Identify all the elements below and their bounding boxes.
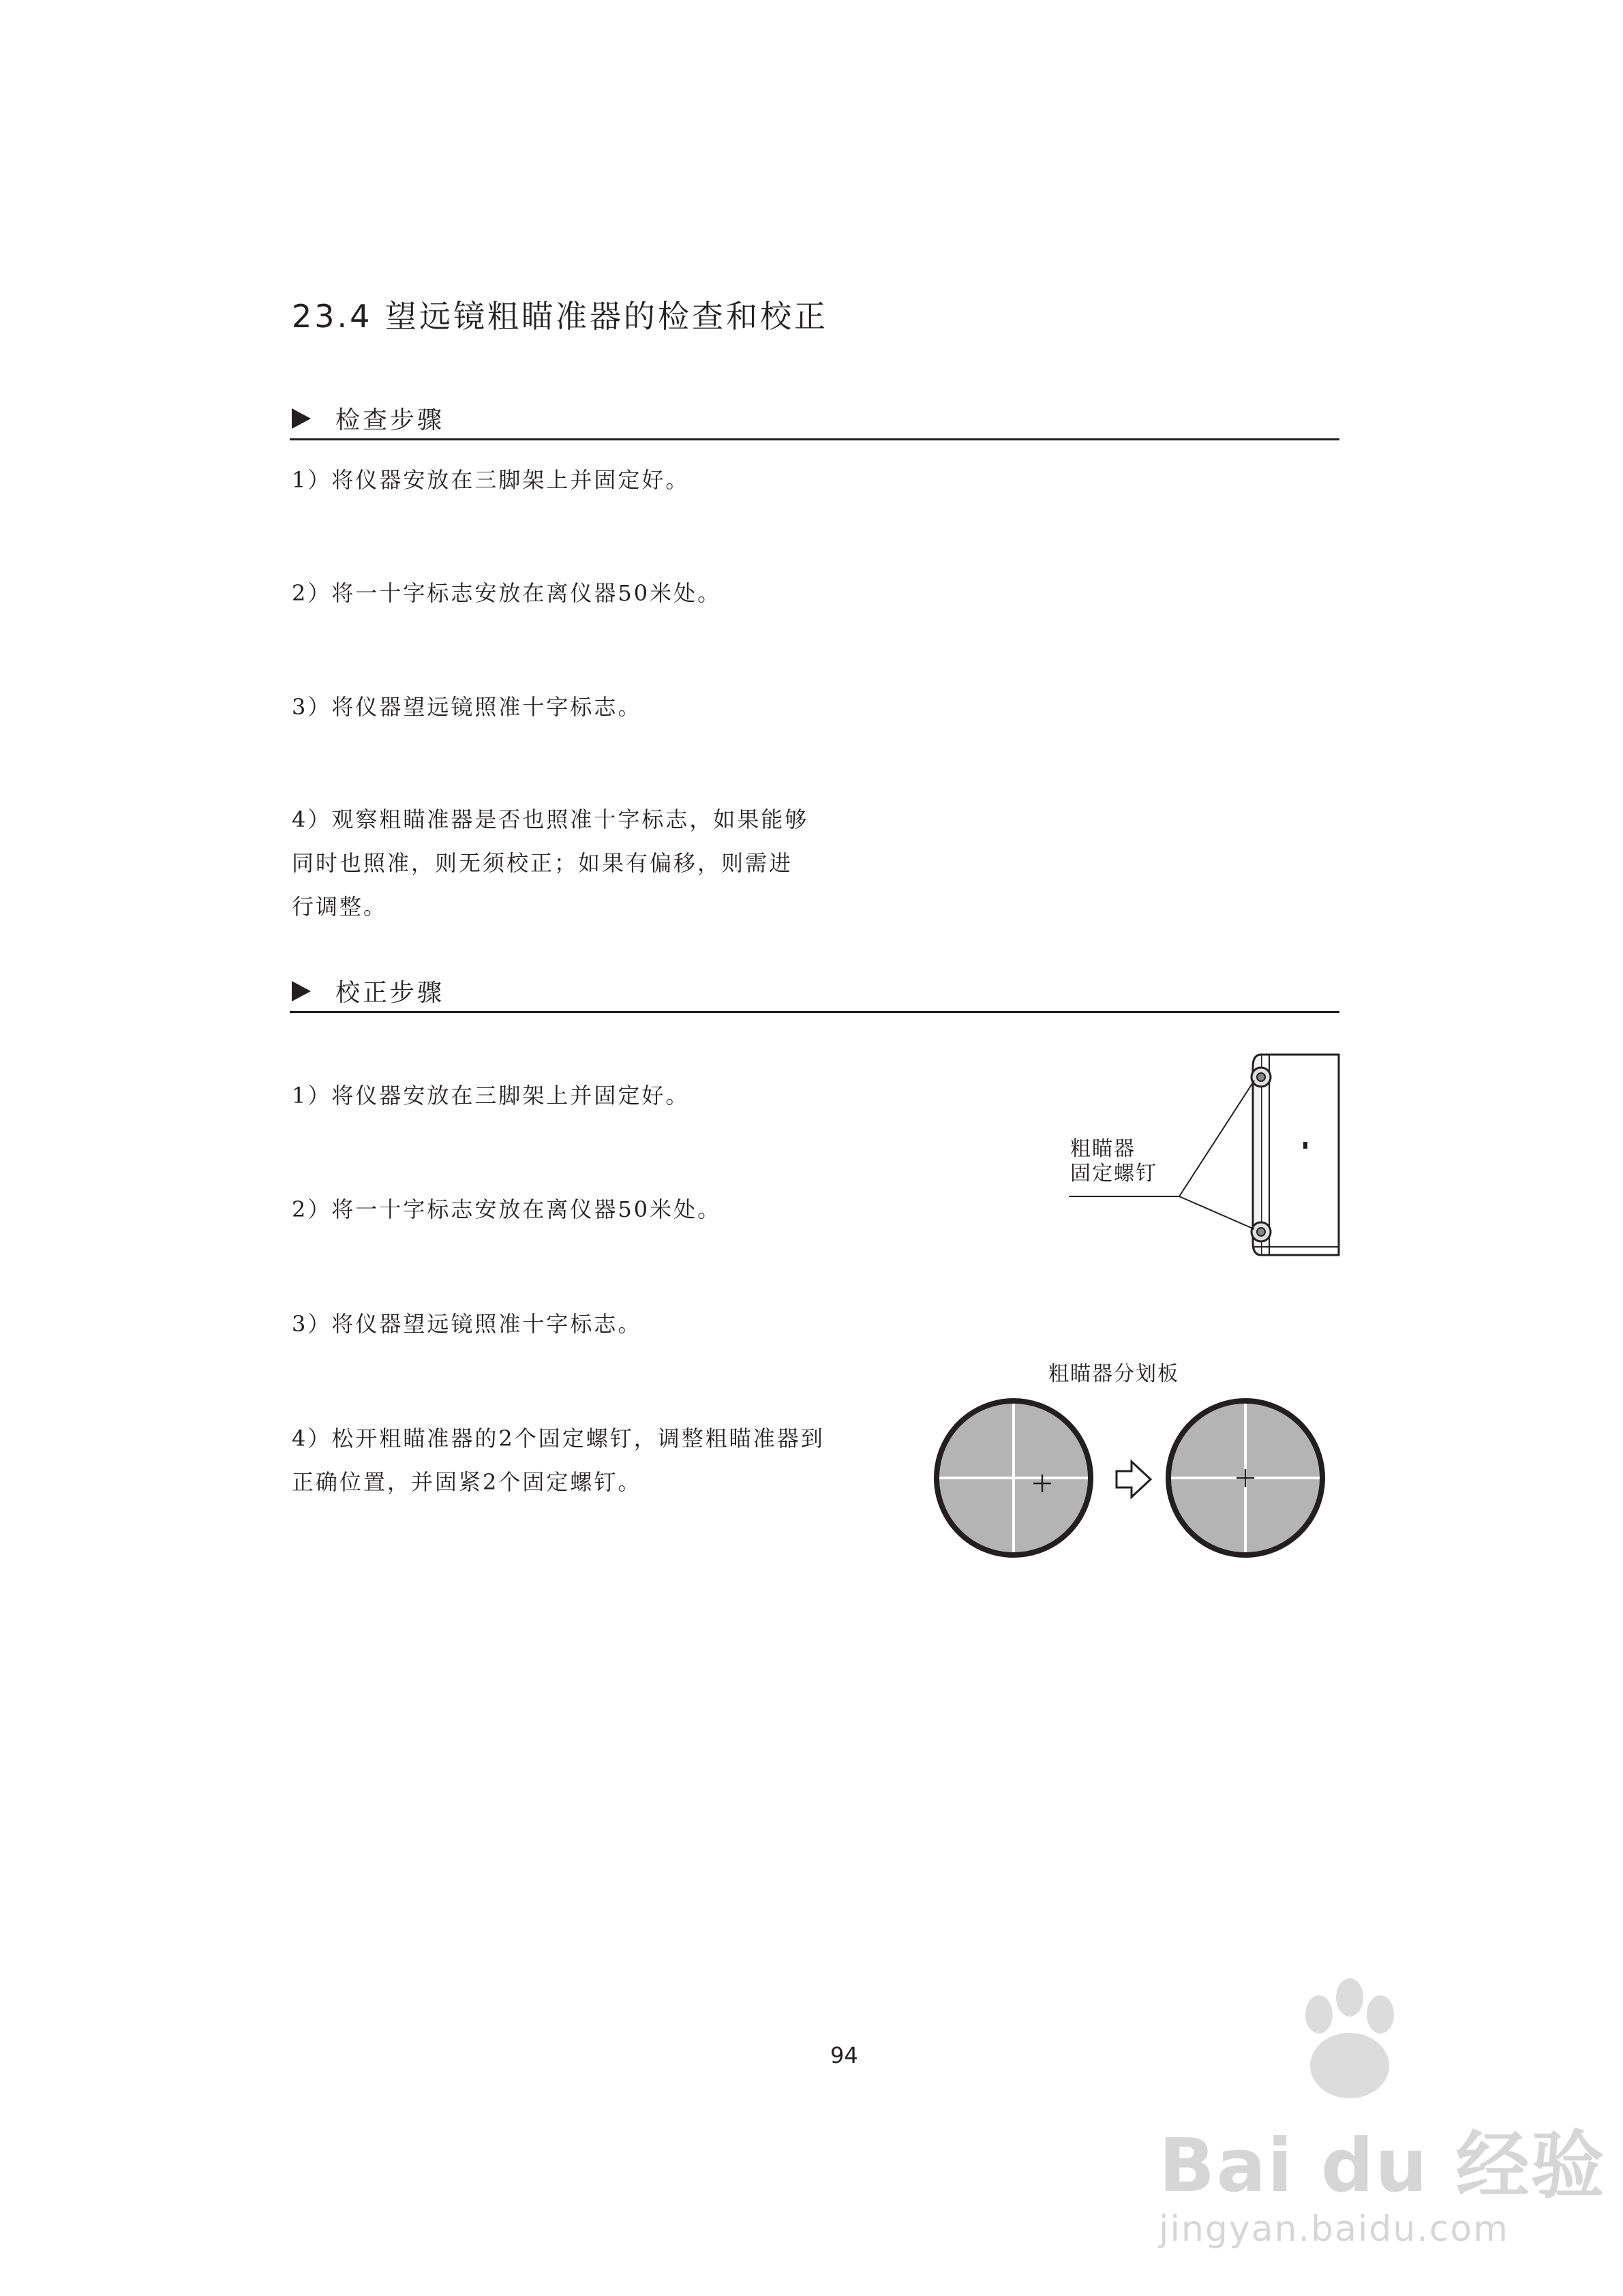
triangle-bullet-icon xyxy=(292,408,311,429)
triangle-bullet-icon xyxy=(292,981,311,1001)
section-rule xyxy=(290,438,1339,440)
watermark-brand: Bai du 经验 xyxy=(1159,2124,1606,2209)
reticle-caption: 粗瞄器分划板 xyxy=(1048,1362,1179,1386)
correct-step-3: 3）将仪器望远镜照准十字标志。 xyxy=(292,1311,642,1337)
paw-logo-icon xyxy=(1288,1977,1411,2106)
section-heading-check xyxy=(292,401,444,436)
reticle-aligned xyxy=(1168,1401,1322,1555)
check-step-4-line2: 同时也照准，则无须校正；如果有偏移，则需进 xyxy=(292,850,793,876)
screw-label-line1: 粗瞄器 xyxy=(1070,1137,1136,1161)
reticle-figure xyxy=(934,1391,1336,1568)
reticle-offset xyxy=(937,1401,1091,1555)
screw-label-line2: 固定螺钉 xyxy=(1070,1162,1157,1185)
correct-step-1: 1）将仪器安放在三脚架上并固定好。 xyxy=(292,1083,690,1108)
check-step-4-line3: 行调整。 xyxy=(292,894,388,920)
screw-icon xyxy=(1252,1068,1271,1087)
screw-icon xyxy=(1252,1222,1271,1241)
correct-step-2: 2）将一十字标志安放在离仪器50米处。 xyxy=(292,1196,722,1222)
section-heading-label: 检查步骤 xyxy=(335,406,445,434)
correct-step-4-line1: 4）松开粗瞄准器的2个固定螺钉，调整粗瞄准器到 xyxy=(292,1425,825,1451)
check-step-3: 3）将仪器望远镜照准十字标志。 xyxy=(292,694,642,720)
check-step-4-line1: 4）观察粗瞄准器是否也照准十字标志，如果能够 xyxy=(292,806,809,832)
check-step-2: 2）将一十字标志安放在离仪器50米处。 xyxy=(292,580,722,606)
check-step-1: 1）将仪器安放在三脚架上并固定好。 xyxy=(292,467,690,493)
watermark-url: jingyan.baidu.com xyxy=(1159,2209,1509,2250)
arrow-right-icon xyxy=(1117,1462,1151,1497)
correct-step-4-line2: 正确位置，并固紧2个固定螺钉。 xyxy=(292,1469,642,1495)
page-title: 23.4 望远镜粗瞄准器的检查和校正 xyxy=(292,298,829,335)
sight-device-figure xyxy=(1063,1053,1350,1265)
section-heading-correct xyxy=(292,973,444,1008)
page-number: 94 xyxy=(830,2042,858,2068)
section-rule xyxy=(290,1011,1339,1013)
section-heading-label: 校正步骤 xyxy=(335,979,445,1007)
